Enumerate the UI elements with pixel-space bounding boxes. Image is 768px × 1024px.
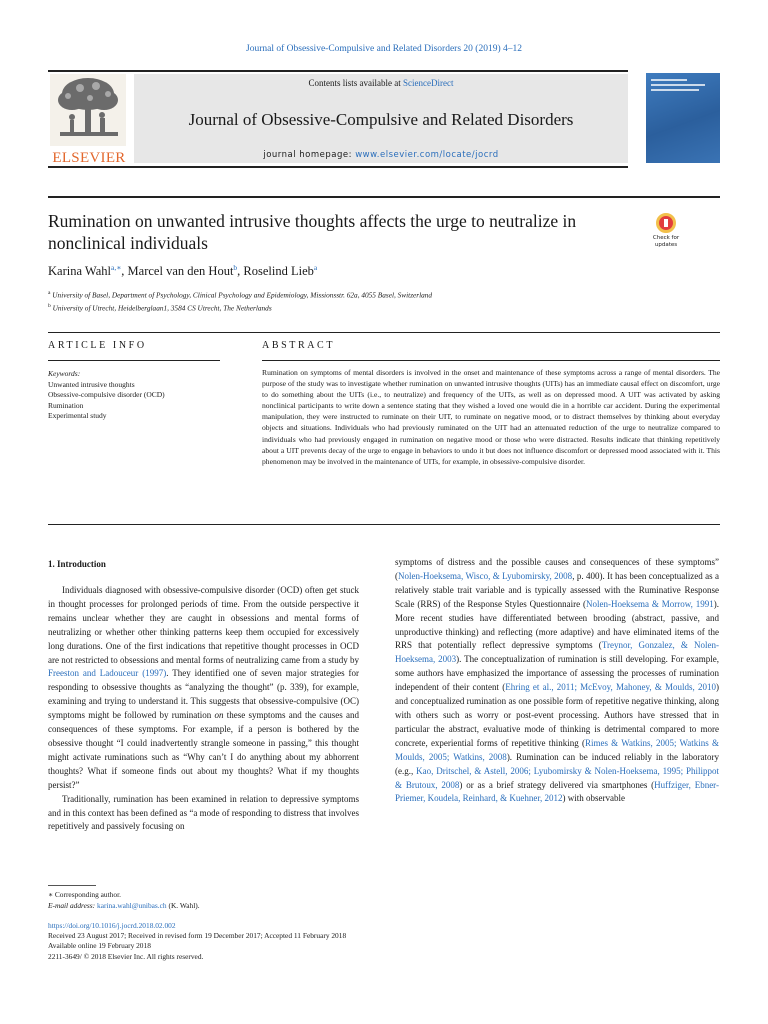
- article-info-heading: ARTICLE INFO: [48, 340, 147, 351]
- author-affiliation-mark[interactable]: a: [313, 263, 318, 272]
- sciencedirect-link[interactable]: ScienceDirect: [403, 78, 454, 88]
- publication-info: [48, 921, 548, 962]
- homepage-line: [134, 150, 628, 160]
- keywords-label: Keywords:: [48, 369, 81, 378]
- author-name[interactable]: Marcel van den Hout: [127, 264, 234, 279]
- body-column-left: [48, 584, 359, 834]
- body-text: . They identified one of seven major strategies for responding to obsessive thoughts as “analyzing the thought” (p. 339), for example, examining and trying to understand it. This suggests that obsessive-compulsive (OC) symptoms might be followed by rumination: [48, 668, 360, 721]
- email-line: [48, 900, 448, 911]
- body-text: , p. 400). It has been conceptualized as a relatively stable trait variable and is typically assessed with the Ruminative Response Scale (RRS) of the Response Styles Questionnaire (: [395, 570, 719, 609]
- body-text: Individuals diagnosed with obsessive-compulsive disorder (OCD) often get stuck in thought processes for prolonged periods of time. From the outside perspective it remains unclear whether they are caught in obsessions and mental forms of neutralizing or whether other thinking patterns keep them occupied for excessively long durations. One of the first indications that repetitive thought processes in OCD are not restricted to obsessions and mental forms of neutralizing came from a study by: [48, 585, 359, 665]
- copyright-line: 2211-3649/ © 2018 Elsevier Inc. All rights reserved.: [48, 951, 204, 961]
- masthead-bottom-rule: [48, 166, 628, 168]
- emphasis-text: on: [214, 710, 224, 721]
- body-text: ) or as a brief strategy delivered via smartphones (: [459, 779, 655, 790]
- journal-title-box: [134, 74, 628, 163]
- keyword-item: Rumination: [48, 400, 84, 410]
- check-for-updates-badge[interactable]: [646, 213, 686, 255]
- received-dates: Received 23 August 2017; Received in revised form 19 December 2017; Accepted 11 February 2018: [48, 931, 347, 941]
- info-heading-rule: [48, 360, 220, 361]
- journal-cover-image[interactable]: [646, 73, 720, 163]
- info-top-rule: [48, 332, 720, 333]
- keywords-block: [48, 369, 238, 422]
- citation-link[interactable]: Rimes & Watkins, 2005; Watkins & Moulds, 2005; Watkins, 2008: [395, 737, 719, 762]
- elsevier-logo: [48, 74, 130, 164]
- email-suffix: (K. Wahl).: [168, 901, 200, 910]
- citation-link[interactable]: Kao, Dritschel, & Astell, 2006; Lyubomirsky & Nolen-Hoeksema, 1995; Philippot & Brutoux, 2008: [395, 765, 720, 790]
- article-title: Rumination on unwanted intrusive thoughts affects the urge to neutralize in nonclinical individuals: [48, 211, 577, 253]
- author-name[interactable]: Roselind Lieb: [243, 264, 314, 279]
- body-text: ). The conceptualization of rumination is still developing. For example, some authors have emphasized the importance of assessing the processes of rumination independent of their content (: [395, 654, 719, 693]
- journal-title: Journal of Obsessive-Compulsive and Related Disorders: [188, 110, 574, 129]
- body-text: ) and conceptualized rumination as one possible form of repetitive negative thinking, along with others such as worry or post-event processing. Authors have stressed that in particular the abstract, evaluative mode of thinking is detrimental compared to more concrete, experiential forms of repetitive thinking (: [395, 682, 719, 748]
- section-heading-introduction: 1. Introduction: [48, 559, 106, 569]
- author-name[interactable]: Karina Wahl: [48, 264, 111, 279]
- affiliation-line: [48, 301, 668, 314]
- abstract-text: Rumination on symptoms of mental disorders is involved in the onset and maintenance of these symptoms across a range of mental disorders. The purpose of the study was to investigate whether rumination on unwanted intrusive thoughts (UITs) has an immediate causal effect on discomfort, urge to do something about the UITs (i.e., to neutralize) and frequency of the UITs, as well as on depressed mood. A UIT was activated by asking nonclinical participants to write down a sentence stating that they wished a loved one would die in a horrible car accident. During the experimental manipulation, they were instructed to ruminate on their UIT, to ruminate on negative mood, or to distract themselves by thinking about everyday objects and situations. Individuals who had previously ruminated on the UIT had an attenuated reduction of the urge to neutralize compared to individuals who had previously engaged in rumination on negative mood or those who were distracted. Results indicate that thinking repetitively about a UIT prevents decay of the urge to engage in behaviors to undo it but does not influence discomfort or depressed mood associated with it. This phenomenon may be involved in the maintenance of UITs, for example, in obsessive-compulsive disorder.: [262, 368, 720, 466]
- keyword-item: Experimental study: [48, 411, 107, 421]
- online-date: Available online 19 February 2018: [48, 941, 151, 951]
- body-paragraph: [395, 556, 719, 806]
- cover-title-lines: [651, 79, 711, 94]
- masthead-top-rule: [48, 70, 628, 72]
- affiliation-line: [48, 288, 668, 301]
- abstract-bottom-rule: [48, 524, 720, 525]
- journal-masthead: [48, 70, 628, 167]
- citation-link[interactable]: Nolen-Hoeksema, Wisco, & Lyubomirsky, 2008: [398, 570, 573, 581]
- doi-link[interactable]: https://doi.org/10.1016/j.jocrd.2018.02.002: [48, 921, 176, 930]
- affiliation-text: University of Basel, Department of Psychology, Clinical Psychology and Epidemiology, Missionsstr. 62a, 4055 Basel, Switzerland: [52, 290, 433, 300]
- body-text: these symptoms and the causes and consequences of these symptoms. For example, if a person is bothered by the obsessive thought “I could inadvertently strangle someone in passing,” this thought might activate ruminations such as “Why can’t I do anything about my abhorrent thoughts? What if someone finds out about my thoughts? What if my thoughts persist?”: [48, 710, 360, 790]
- crossmark-label: Check for updates: [652, 235, 680, 248]
- body-text: ). More recent studies have differentiated between brooding (abstract, passive, and unproductive thinking) and reflecting (more adaptive) and have eliminated items of the RRS that potentially reflect depressive symptoms (: [395, 598, 719, 651]
- contents-line: [134, 78, 628, 88]
- keyword-item: Unwanted intrusive thoughts: [48, 379, 135, 389]
- body-column-right: [395, 556, 719, 806]
- footnote-rule: [48, 885, 96, 886]
- citation-link[interactable]: Huffziger, Ebner-Priemer, Koudela, Reinhard, & Kuehner, 2012: [395, 779, 720, 804]
- abstract-heading: ABSTRACT: [262, 340, 336, 351]
- journal-reference[interactable]: Journal of Obsessive-Compulsive and Related Disorders 20 (2019) 4–12: [246, 44, 522, 54]
- homepage-prefix: journal homepage:: [263, 150, 352, 160]
- homepage-link[interactable]: www.elsevier.com/locate/jocrd: [355, 150, 499, 160]
- author-affiliation-mark[interactable]: b: [233, 263, 238, 272]
- affiliations: [48, 288, 668, 314]
- body-text: ). Rumination can be induced reliably in the laboratory (e.g.,: [395, 751, 719, 776]
- affiliation-text: University of Utrecht, Heidelberglaan1, 3584 CS Utrecht, The Netherlands: [52, 303, 272, 313]
- citation-link[interactable]: Treynor, Gonzalez, & Nolen-Hoeksema, 2003: [395, 640, 720, 665]
- citation-link[interactable]: Ehring et al., 2011; McEvoy, Mahoney, & Moulds, 2010: [505, 682, 716, 693]
- crossmark-icon: [656, 213, 676, 233]
- abstract-heading-rule: [262, 360, 720, 361]
- header-divider: [48, 196, 720, 198]
- keyword-item: Obsessive-compulsive disorder (OCD): [48, 390, 165, 400]
- author-list: Karina Wahl$^{a,∗}$, Marcel van den Hout$^b$, Roselind Lieb$^a$: [48, 263, 318, 279]
- elsevier-wordmark: ELSEVIER: [52, 150, 126, 166]
- corresponding-author-note: ∗ Corresponding author.: [48, 890, 121, 899]
- author-affiliation-mark[interactable]: a,∗: [110, 263, 122, 272]
- footnote: [48, 889, 448, 911]
- citation-link[interactable]: Nolen-Hoeksema & Morrow, 1991: [586, 598, 714, 609]
- body-paragraph: [48, 584, 359, 793]
- contents-prefix: Contents lists available at: [308, 78, 401, 88]
- body-text: ) with observable: [562, 793, 625, 804]
- elsevier-tree-icon: [50, 74, 126, 146]
- affiliation-mark: a: [48, 290, 51, 296]
- body-paragraph: Traditionally, rumination has been examined in relation to depressive symptoms and in this context has been defined as “a mode of responding to distress that involves repetitively and passively focusing on: [48, 793, 359, 832]
- citation-link[interactable]: Freeston and Ladouceur (1997): [48, 668, 167, 679]
- body-text: symptoms of distress and the possible causes and consequences of these symptoms” (: [395, 557, 719, 581]
- email-label: E-mail address:: [48, 901, 96, 910]
- affiliation-mark: b: [48, 302, 51, 309]
- email-link[interactable]: karina.wahl@unibas.ch: [97, 901, 167, 910]
